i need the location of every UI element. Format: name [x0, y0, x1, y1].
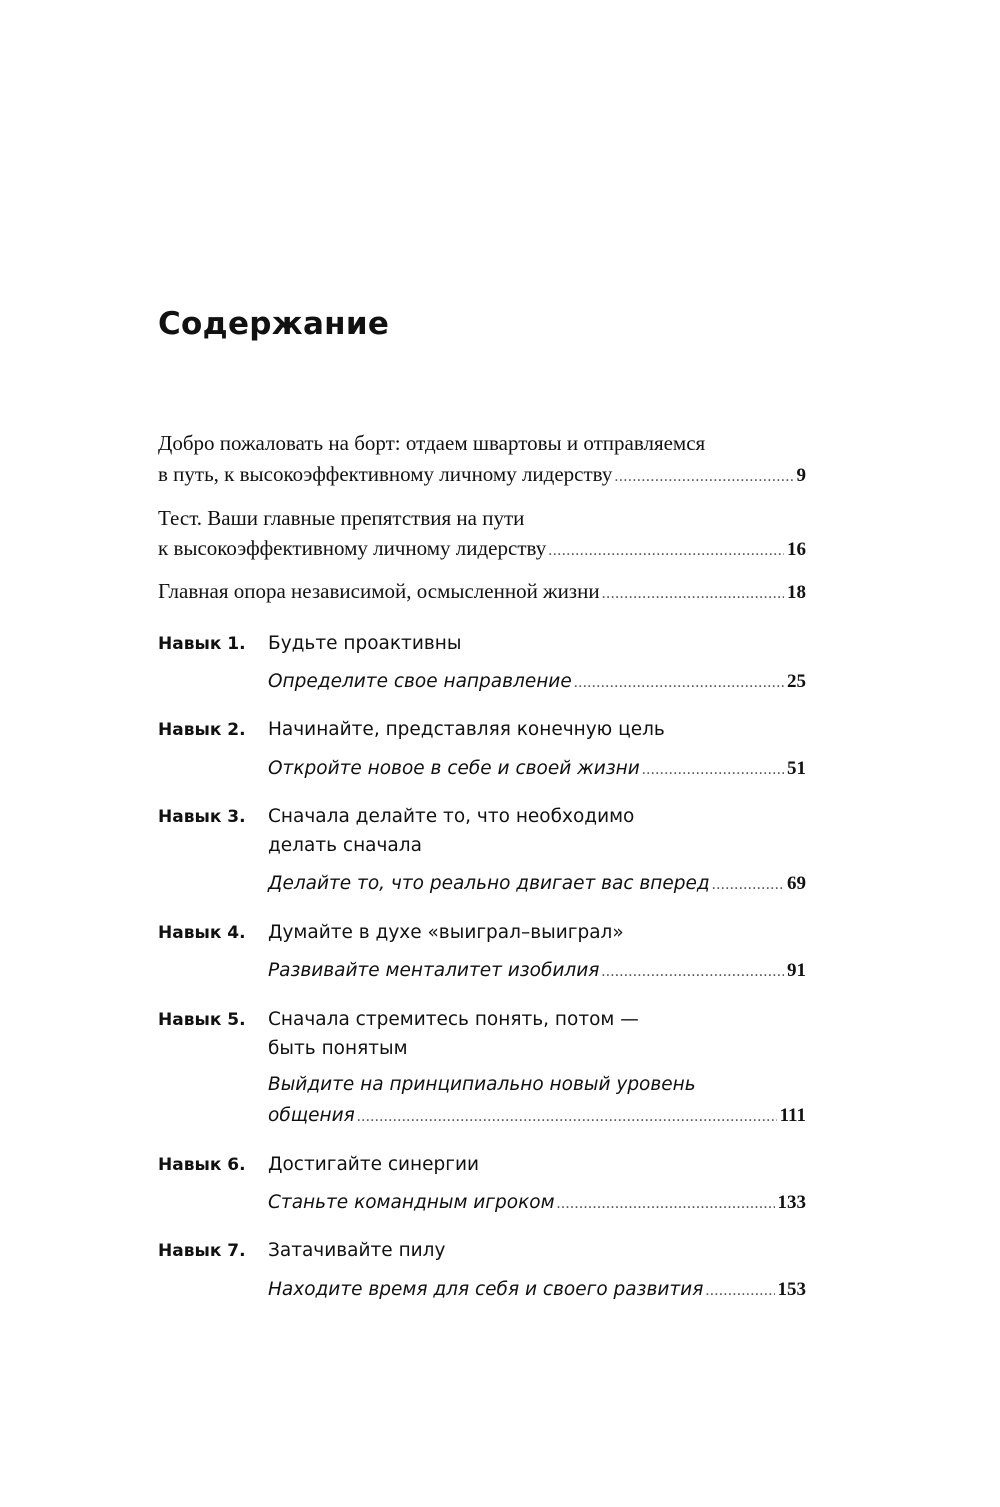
habit-6-title: Достигайте синергии	[268, 1154, 480, 1175]
dot-leader	[602, 586, 784, 602]
dot-leader	[601, 964, 784, 980]
toc-intro-1-entry[interactable]	[158, 464, 806, 485]
dot-leader	[712, 877, 784, 893]
habit-1-title: Будьте проактивны	[268, 633, 462, 654]
habit-3-entry[interactable]	[268, 874, 806, 894]
page-number: 18	[787, 582, 806, 603]
toc-intro-2-entry[interactable]	[158, 538, 806, 559]
page-number: 69	[787, 873, 806, 894]
habit-7-label: Навык 7.	[158, 1241, 246, 1261]
habit-2-entry[interactable]	[268, 759, 806, 779]
dot-leader	[705, 1283, 774, 1299]
habit-4-label: Навык 4.	[158, 923, 246, 943]
habit-7-title: Затачивайте пилу	[268, 1240, 446, 1261]
habit-7-subtitle: Находите время для себя и своего развития	[268, 1279, 704, 1300]
page-title: Содержание	[158, 306, 390, 342]
habit-2-subtitle: Откройте новое в себе и своей жизни	[268, 758, 640, 779]
dot-leader	[614, 469, 793, 485]
habit-1-entry[interactable]	[268, 672, 806, 692]
page-number: 153	[777, 1279, 806, 1300]
toc-intro-3-line1: Главная опора независимой, осмысленной жизни	[158, 579, 600, 603]
habit-6-subtitle: Станьте командным игроком	[268, 1192, 555, 1213]
page-number: 9	[796, 465, 806, 486]
page-number: 91	[787, 960, 806, 981]
toc-intro-1-line1: Добро пожаловать на борт: отдаем швартовы и отправляемся	[158, 431, 706, 455]
habit-2-label: Навык 2.	[158, 720, 246, 740]
habit-3-title-line1: Сначала делайте то, что необходимо	[268, 806, 635, 827]
habit-3-label: Навык 3.	[158, 807, 246, 827]
habit-5-subtitle-line1: Выйдите на принципиально новый уровень	[268, 1074, 696, 1095]
habit-6-label: Навык 6.	[158, 1155, 246, 1175]
page-number: 16	[787, 539, 806, 560]
toc-intro-3-entry[interactable]	[158, 581, 806, 602]
habit-3-title-line2: делать сначала	[268, 835, 422, 856]
habit-5-entry[interactable]	[268, 1106, 806, 1126]
habit-4-subtitle: Развивайте менталитет изобилия	[268, 960, 600, 981]
page-number: 133	[777, 1192, 806, 1213]
habit-5-title-line1: Сначала стремитесь понять, потом —	[268, 1009, 639, 1030]
dot-leader	[548, 543, 784, 559]
toc-intro-2-line1: Тест. Ваши главные препятствия на пути	[158, 506, 525, 530]
dot-leader	[357, 1109, 777, 1125]
habit-1-subtitle: Определите свое направление	[268, 671, 572, 692]
habit-4-title: Думайте в духе «выиграл–выиграл»	[268, 922, 624, 943]
dot-leader	[574, 675, 784, 691]
toc-intro-2-line2: к высокоэффективному личному лидерству	[158, 536, 547, 560]
habit-5-title-line2: быть понятым	[268, 1038, 408, 1059]
page-number: 111	[779, 1105, 806, 1126]
habit-4-entry[interactable]	[268, 961, 806, 981]
habit-5-label: Навык 5.	[158, 1010, 246, 1030]
habit-7-entry[interactable]	[268, 1280, 806, 1300]
page-number: 51	[787, 758, 806, 779]
habit-2-title: Начинайте, представляя конечную цель	[268, 719, 665, 740]
dot-leader	[642, 762, 784, 778]
habit-3-subtitle: Делайте то, что реально двигает вас вперед	[268, 873, 710, 894]
dot-leader	[557, 1196, 775, 1212]
toc-intro-1-line2: в путь, к высокоэффективному личному лидерству	[158, 462, 613, 486]
habit-5-subtitle-line2: общения	[268, 1105, 355, 1126]
page-number: 25	[787, 671, 806, 692]
habit-1-label: Навык 1.	[158, 634, 246, 654]
habit-6-entry[interactable]	[268, 1193, 806, 1213]
